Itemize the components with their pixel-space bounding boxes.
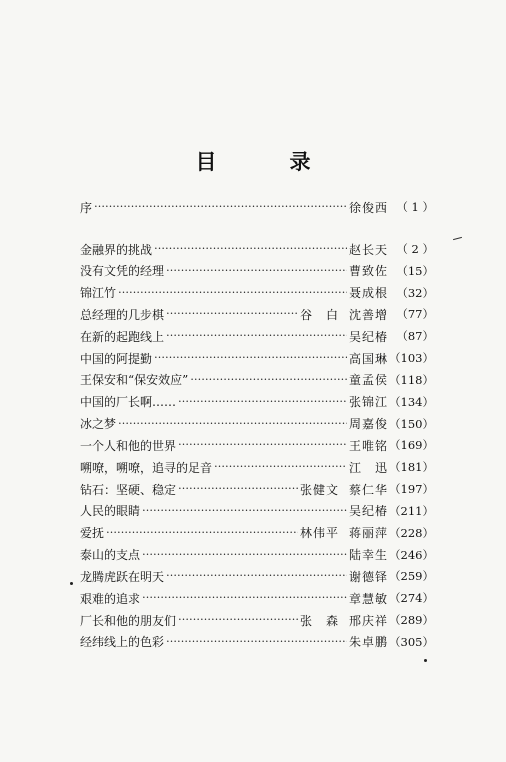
toc-page: （103） <box>389 351 434 366</box>
toc-page: （ 2 ） <box>396 242 434 256</box>
toc-author: 章慧敏 <box>348 591 388 606</box>
dot-leader <box>166 308 298 320</box>
toc-entry <box>80 262 434 280</box>
toc-page: （211） <box>389 503 434 518</box>
toc-page: （197） <box>389 482 434 497</box>
stray-dot <box>424 659 427 662</box>
toc-title: 艰难的追求 <box>80 591 141 606</box>
toc-author: 高国琳 <box>348 351 388 366</box>
toc-author: 蔡仁华 <box>348 482 388 497</box>
toc-entry <box>80 502 434 520</box>
toc-author: 张锦江 <box>348 395 388 410</box>
toc-author: 邢庆祥 <box>348 613 388 628</box>
toc-author: 林伟平 <box>299 526 339 541</box>
toc-page: （150） <box>389 416 434 431</box>
dot-leader <box>214 461 347 473</box>
toc-title: 龙腾虎跃在明天 <box>80 569 165 584</box>
toc-author: 沈善增 <box>348 307 388 322</box>
toc-author: 王唯铭 <box>348 438 388 453</box>
toc-title: 中国的厂长啊…… <box>80 395 177 410</box>
toc-title: 总经理的几步棋 <box>80 307 165 322</box>
dot-leader <box>118 287 347 299</box>
toc-author: 张 森 <box>299 613 339 628</box>
toc-author: 谢德铎 <box>348 569 388 584</box>
toc-title: 嗍嘹，嗍嘹，追寻的足音 <box>80 460 213 475</box>
toc-page: （169） <box>389 438 434 453</box>
toc-entry <box>80 524 434 542</box>
toc-title: 厂长和他的朋友们 <box>80 613 177 628</box>
dot-leader <box>142 505 347 517</box>
dot-leader <box>178 483 298 495</box>
toc-entry <box>80 633 434 651</box>
toc-title: 王保安和“保安效应” <box>80 373 189 388</box>
toc-title: 中国的阿提勤 <box>80 351 153 366</box>
toc-entry <box>80 305 434 323</box>
toc-page: （ 1 ） <box>396 200 434 214</box>
toc-entry <box>80 240 434 258</box>
toc-author: 江 迅 <box>348 460 388 475</box>
toc-author: 徐俊西 <box>348 200 388 215</box>
toc-page: （134） <box>389 394 434 409</box>
toc-title: 锦江竹 <box>80 286 117 301</box>
toc-entry <box>80 371 434 389</box>
dot-leader <box>142 549 347 561</box>
toc-page: （32） <box>396 285 434 300</box>
toc-entry <box>80 327 434 345</box>
dot-leader <box>178 396 347 408</box>
toc-page: （181） <box>389 460 434 475</box>
dot-leader <box>118 418 347 430</box>
toc-title: 序 <box>80 200 93 215</box>
toc-author: 陆幸生 <box>348 548 388 563</box>
dot-leader <box>94 201 347 213</box>
toc-entry <box>80 589 434 607</box>
toc-author: 童孟侯 <box>348 373 388 388</box>
toc-page: （77） <box>396 307 434 322</box>
toc-title: 泰山的支点 <box>80 548 141 563</box>
toc-author: 曹致佐 <box>348 264 388 279</box>
toc-page: （118） <box>389 372 434 387</box>
toc-author: 张健文 <box>299 482 339 497</box>
toc-page: （87） <box>396 329 434 344</box>
toc-page: （259） <box>389 569 434 584</box>
toc-title: 一个人和他的世界 <box>80 438 177 453</box>
toc-author: 周嘉俊 <box>348 417 388 432</box>
toc-entry <box>80 567 434 585</box>
dot-leader <box>190 374 347 386</box>
dot-leader <box>166 636 347 648</box>
toc-title: 爱抚 <box>80 526 105 541</box>
toc-title: 经纬线上的色彩 <box>80 635 165 650</box>
toc-author: 朱卓鹏 <box>348 635 388 650</box>
toc-entry <box>80 415 434 433</box>
toc-entry <box>80 480 434 498</box>
dot-leader <box>154 352 347 364</box>
toc-author: 赵长天 <box>348 242 388 257</box>
dot-leader <box>142 592 347 604</box>
toc-page: （246） <box>389 547 434 562</box>
toc-title: 人民的眼睛 <box>80 504 141 519</box>
toc-title: 金融界的挑战 <box>80 242 153 257</box>
toc-page: （289） <box>389 613 434 628</box>
toc-author: 谷 白 <box>299 307 339 322</box>
toc-entry <box>80 284 434 302</box>
dot-leader <box>166 570 347 582</box>
toc-page: （305） <box>389 634 434 649</box>
toc-entry <box>80 349 434 367</box>
dot-leader <box>166 265 347 277</box>
toc-entry <box>80 611 434 629</box>
dot-leader <box>166 330 347 342</box>
dot-leader <box>178 614 298 626</box>
toc-entry <box>80 393 434 411</box>
toc-title: 冰之梦 <box>80 417 117 432</box>
toc-author: 聂成根 <box>348 286 388 301</box>
toc-author: 吴纪椿 <box>348 329 388 344</box>
toc-page: （274） <box>389 591 434 606</box>
dot-leader <box>106 527 298 539</box>
toc-author: 吴纪椿 <box>348 504 388 519</box>
stray-dot <box>70 582 73 585</box>
dot-leader <box>154 243 347 255</box>
toc-page: （228） <box>389 525 434 540</box>
toc-entry <box>80 458 434 476</box>
toc-entry <box>80 546 434 564</box>
toc-page: （15） <box>396 263 434 278</box>
toc-title: 没有文凭的经理 <box>80 264 165 279</box>
toc-title: 钻石：坚硬、稳定 <box>80 482 177 497</box>
stray-mark <box>453 237 462 240</box>
toc-entry <box>80 436 434 454</box>
toc-title: 在新的起跑线上 <box>80 329 165 344</box>
toc-preface <box>80 198 434 216</box>
page-title: 目 录 <box>195 149 337 174</box>
toc-author: 蒋丽萍 <box>348 526 388 541</box>
dot-leader <box>178 439 347 451</box>
